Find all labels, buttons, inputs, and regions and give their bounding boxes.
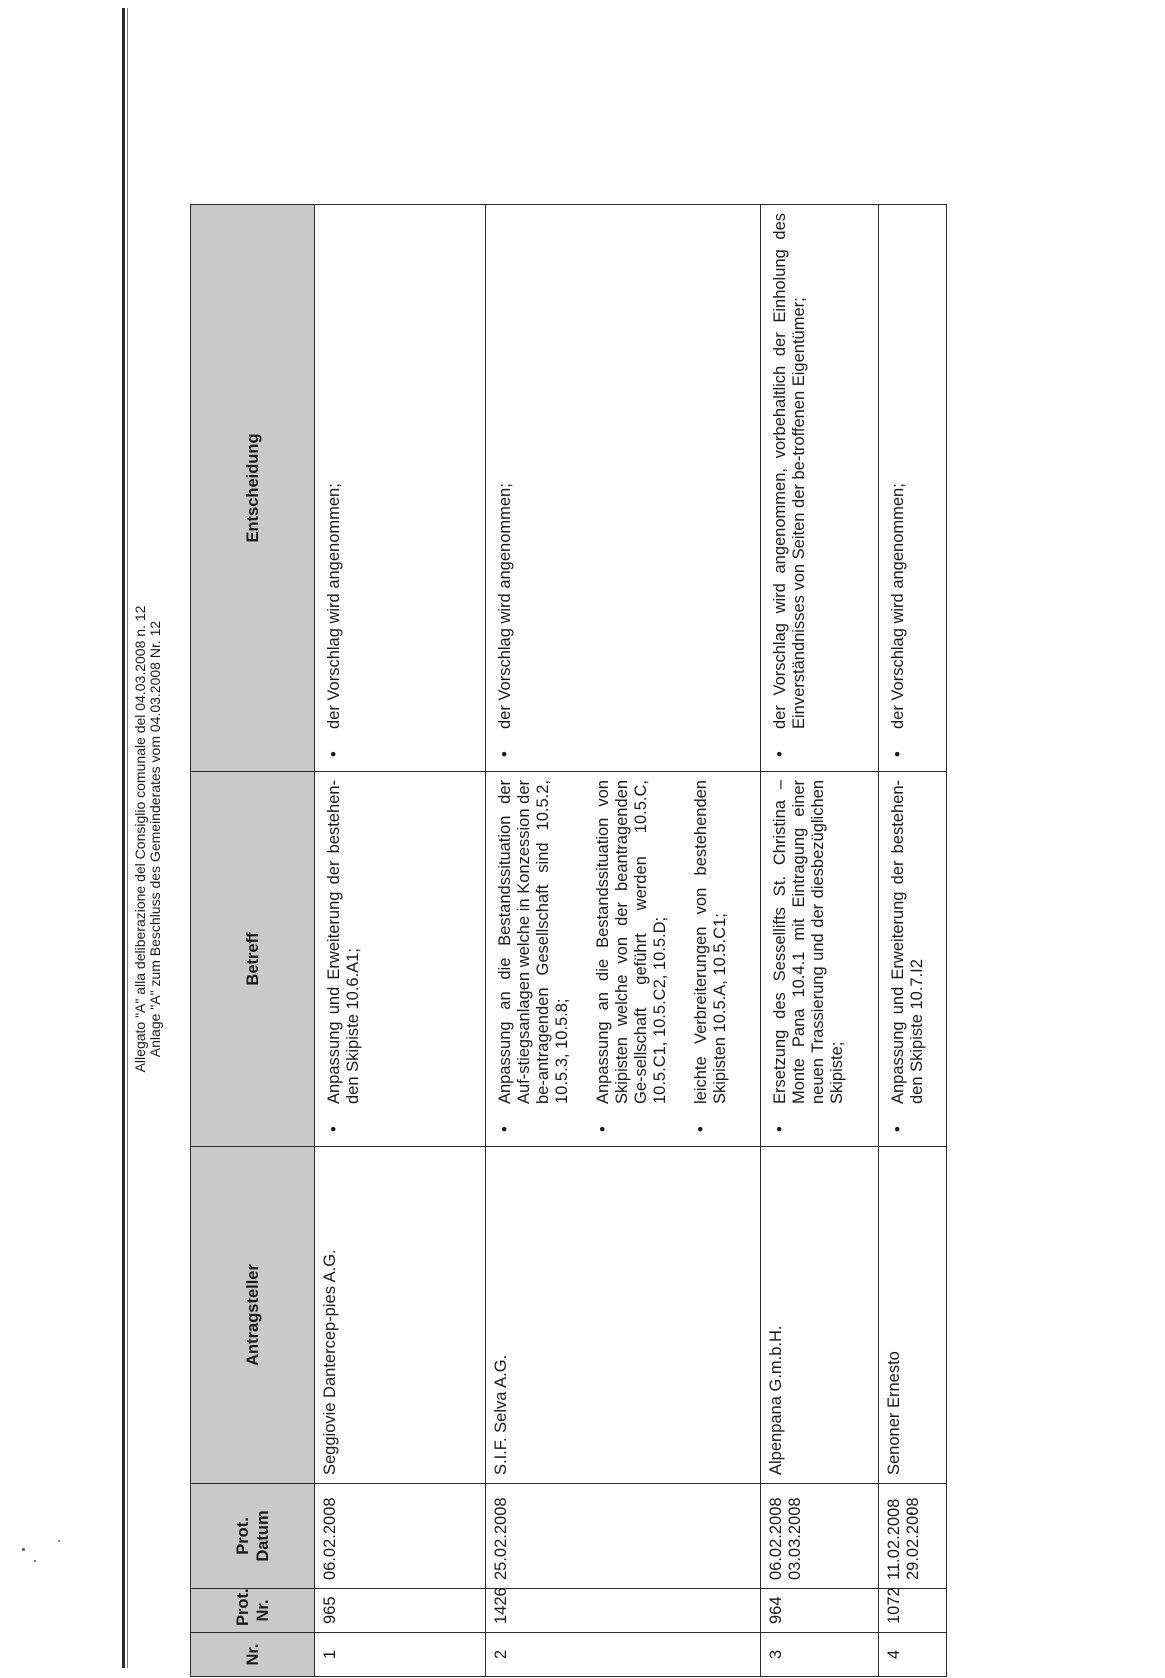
cell-prot-nr: 1426 bbox=[486, 1589, 761, 1633]
betreff-item: • Anpassung an die Bestandssituation von Skipisten welche von der beantragenden Ge-sellschaft geführt werden 10.5.C, 10.5.C1, 10.5.C2, 10.5.D; bbox=[594, 780, 670, 1104]
betreff-item: • Ersetzung des Sessellifts St. Christina – Monte Pana 10.4.1 mit Eintragung einer neuen Trassierung und der diesbezüglichen Skipiste; bbox=[771, 780, 847, 1104]
cell-antragsteller: Senoner Ernesto bbox=[879, 1147, 947, 1484]
cell-datum: 25.02.2008 bbox=[486, 1484, 761, 1589]
col-header-nr: Nr. bbox=[191, 1633, 315, 1677]
cell-betreff bbox=[879, 772, 947, 1147]
cell-entscheidung bbox=[315, 205, 486, 772]
table-row bbox=[761, 205, 879, 1677]
cell-entscheidung bbox=[486, 205, 761, 772]
col-header-entscheidung: Entscheidung bbox=[191, 205, 315, 772]
cell-nr: 4 bbox=[879, 1633, 947, 1677]
cell-nr: 1 bbox=[315, 1633, 486, 1677]
col-header-prot-nr: Prot. Nr. bbox=[191, 1589, 315, 1633]
cell-betreff bbox=[761, 772, 879, 1147]
col-header-betreff: Betreff bbox=[191, 772, 315, 1147]
cell-nr: 2 bbox=[486, 1633, 761, 1677]
cell-prot-nr: 965 bbox=[315, 1589, 486, 1633]
betreff-item: • Anpassung und Erweiterung der bestehen-den Skipiste 10.7.I2 bbox=[889, 780, 927, 1104]
betreff-item: • leichte Verbreiterungen von bestehenden Skipisten 10.5.A, 10.5.C1; bbox=[692, 780, 730, 1104]
table-row bbox=[486, 205, 761, 1677]
cell-entscheidung bbox=[879, 205, 947, 772]
table-header-row bbox=[191, 205, 315, 1677]
header-italian: Allegato "A" alla deliberazione del Consiglio comunale del 04.03.2008 n. 12 bbox=[132, 605, 148, 1073]
cell-prot-nr: 1072 bbox=[879, 1589, 947, 1633]
cell-prot-nr: 964 bbox=[761, 1589, 879, 1633]
entscheidung-text: • der Vorschlag wird angenommen; bbox=[496, 213, 515, 763]
col-header-prot-datum: Prot. Datum bbox=[191, 1484, 315, 1589]
header-german: Anlage "A" zum Beschluss des Gemeinderates vom 04.03.2008 Nr. 12 bbox=[147, 620, 163, 1058]
cell-datum: 06.02.2008 bbox=[315, 1484, 486, 1589]
cell-antragsteller: S.I.F. Selva A.G. bbox=[486, 1147, 761, 1484]
cell-nr: 3 bbox=[761, 1633, 879, 1677]
cell-datum: 06.02.2008 03.03.2008 bbox=[761, 1484, 879, 1589]
table-row bbox=[315, 205, 486, 1677]
cell-entscheidung bbox=[761, 205, 879, 772]
betreff-item: • Anpassung an die Bestandssituation der Auf-stiegsanlagen welche in Konzession der be-antragenden Gesellschaft sind 10.5.2, 10.5.3, 10.5.8; bbox=[496, 780, 572, 1104]
entscheidung-text: • der Vorschlag wird angenommen, vorbehaltlich der Einholung des Einverständnisses von Seiten der be-troffenen Eigentümer; bbox=[771, 213, 809, 763]
cell-antragsteller: Alpenpana G.m.b.H. bbox=[761, 1147, 879, 1484]
cell-antragsteller: Seggiovie Dantercep-pies A.G. bbox=[315, 1147, 486, 1484]
cell-betreff bbox=[315, 772, 486, 1147]
table-row bbox=[879, 205, 947, 1677]
entscheidung-text: • der Vorschlag wird angenommen; bbox=[325, 213, 344, 763]
cell-betreff bbox=[486, 772, 761, 1147]
requests-table bbox=[190, 204, 947, 1677]
col-header-antragsteller: Antragsteller bbox=[191, 1147, 315, 1484]
cell-datum: 11.02.2008 29.02.2008 bbox=[879, 1484, 947, 1589]
entscheidung-text: • der Vorschlag wird angenommen; bbox=[889, 213, 908, 763]
betreff-item: • Anpassung und Erweiterung der bestehen-den Skipiste 10.6.A1; bbox=[325, 780, 363, 1104]
